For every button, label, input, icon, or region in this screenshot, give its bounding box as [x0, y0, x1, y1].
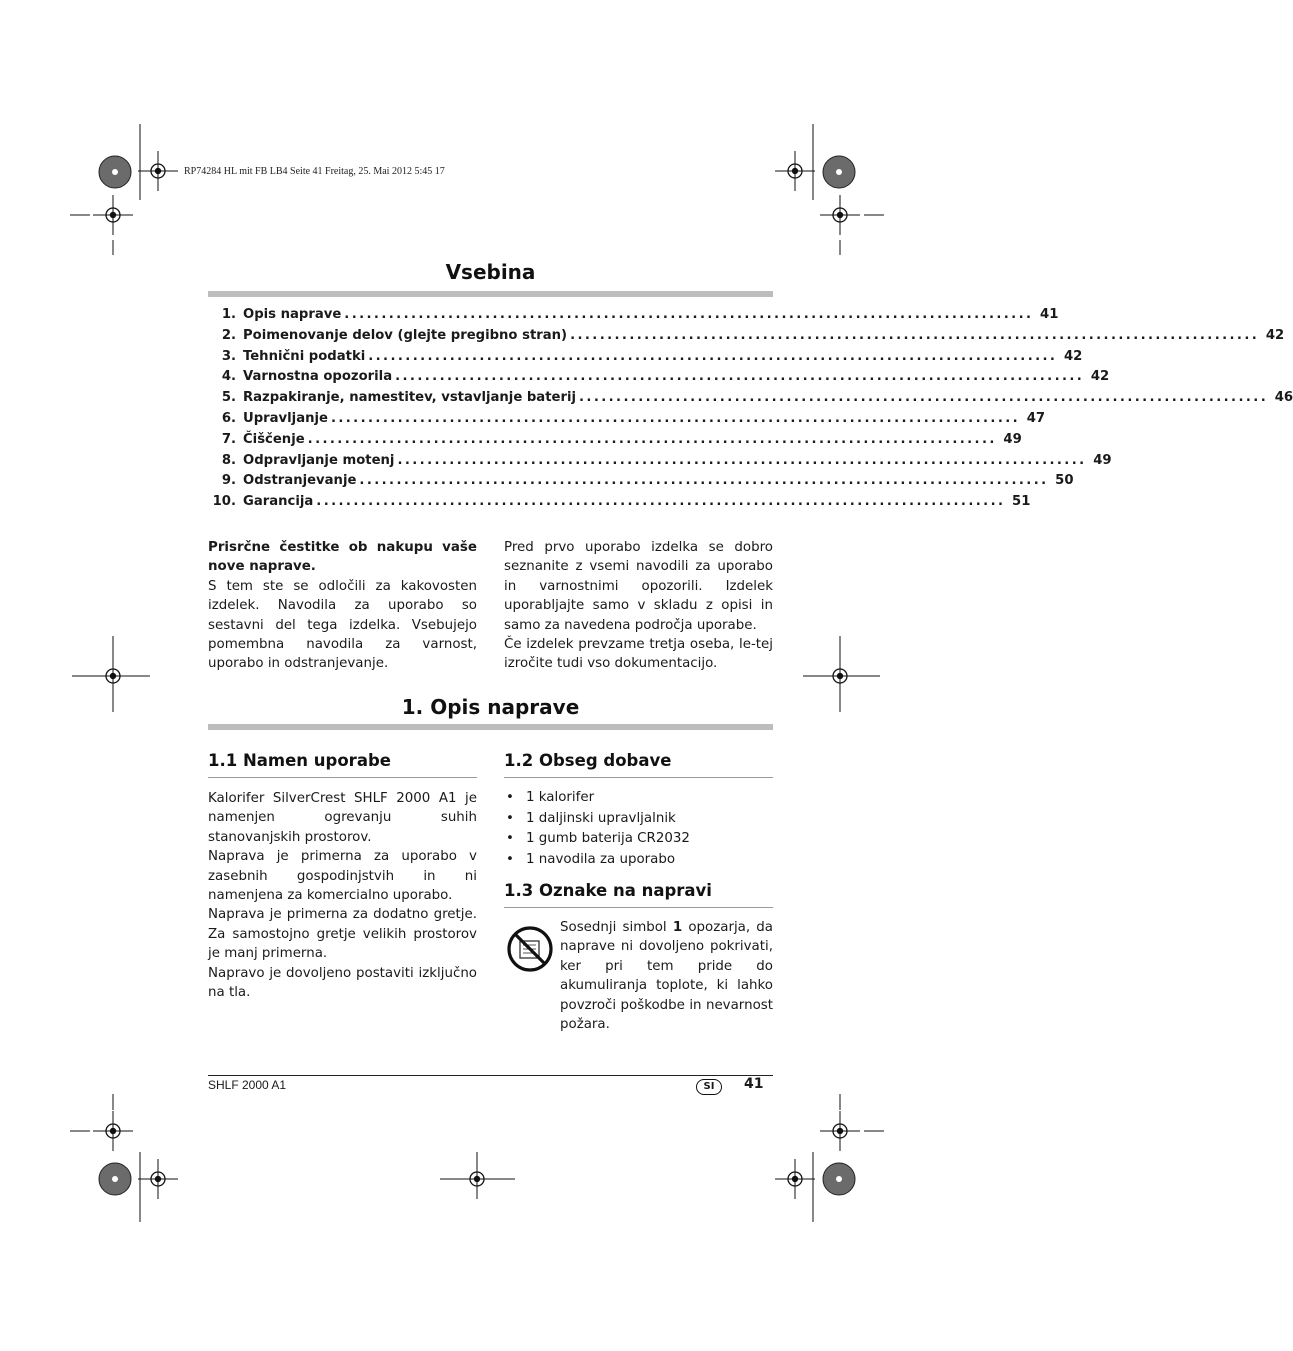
toc-page: 42 [1265, 327, 1285, 343]
toc-row[interactable] [208, 431, 1022, 453]
toc-leader: ............................................................................................. [579, 390, 1269, 406]
toc-page: 42 [1090, 369, 1110, 385]
table-of-contents [208, 307, 1293, 515]
toc-row[interactable] [208, 390, 1293, 411]
toc-row[interactable] [208, 473, 1074, 494]
toc-number: 9. [221, 473, 236, 489]
intro-left-column [208, 538, 477, 674]
list-item: • 1 kalorifer [504, 788, 773, 809]
toc-leader: ............................................................................................. [359, 473, 1049, 489]
contents-title: Vsebina [445, 260, 536, 284]
toc-page: 49 [1093, 452, 1112, 468]
subsection-heading-1-2: 1.2 Obseg dobave [504, 751, 672, 770]
toc-row[interactable] [208, 369, 1110, 390]
toc-number: 5. [221, 390, 236, 406]
subsection-rule [208, 777, 477, 778]
toc-title: Čiščenje [243, 431, 305, 447]
intro-left-text: S tem ste se odločili za kakovosten izdelek. Navodila za uporabo so sestavni del tega izdelka. Vsebujejo pomembna navodila za varnost, uporabo in odstranjevanje. [208, 578, 477, 672]
toc-page: 41 [1040, 307, 1059, 322]
subsection-heading-1-3: 1.3 Oznake na napravi [504, 881, 712, 900]
toc-leader: ............................................................................................. [307, 431, 997, 447]
list-item: • 1 daljinski upravljalnik [504, 809, 773, 830]
section-title: 1. Opis naprave [401, 695, 580, 719]
toc-leader: ............................................................................................. [397, 452, 1087, 468]
contents-rule [208, 291, 773, 297]
toc-title: Odstranjevanje [243, 473, 357, 489]
toc-title: Odpravljanje motenj [243, 452, 395, 468]
footer-rule [208, 1075, 773, 1076]
language-badge: SI [696, 1079, 722, 1095]
footer-model: SHLF 2000 A1 [208, 1078, 287, 1092]
toc-leader: ............................................................................................. [330, 410, 1021, 426]
subsection-rule [504, 777, 773, 778]
intro-right-column [504, 538, 773, 674]
toc-title: Upravljanje [243, 410, 328, 426]
toc-title: Poimenovanje delov (glejte pregibno stran) [243, 327, 568, 343]
toc-row[interactable] [208, 327, 1285, 349]
toc-title: Tehnični podatki [243, 348, 366, 364]
toc-leader: ............................................................................................. [395, 369, 1085, 385]
delivery-list [504, 788, 773, 870]
toc-row[interactable] [208, 307, 1059, 328]
intro-right-paragraph-2: Če izdelek prevzame tretja oseba, le-tej izročite tudi vso dokumentacijo. [504, 637, 773, 672]
intro-right-paragraph-1: Pred prvo uporabo izdelka se dobro seznanite z vsemi navodili za uporabo in varnostnimi opozorili. Izdelek uporabljajte samo v skladu z opisi in samo za navedena področja uporabe. [504, 540, 773, 633]
toc-page: 49 [1003, 431, 1022, 447]
toc-leader: ............................................................................................. [316, 494, 1006, 510]
subsection-rule [504, 907, 773, 908]
paragraph: Kalorifer SilverCrest SHLF 2000 A1 je namenjen ogrevanju suhih stanovanjskih prostorov. [208, 791, 477, 845]
toc-number: 1. [221, 307, 236, 322]
toc-page: 50 [1055, 473, 1074, 489]
toc-title: Varnostna opozorila [243, 369, 393, 385]
print-header: RP74284 HL mit FB LB4 Seite 41 Freitag, 25. Mai 2012 5:45 17 [184, 166, 445, 177]
symbol-text-before: Sosednji simbol [560, 920, 673, 935]
toc-title: Garancija [243, 494, 314, 510]
symbol-text-after: opozarja, da naprave ni dovoljeno pokrivati, ker pri tem pride do akumuliranja toplote, ki lahko povzroči poškodbe in nevarnost požara. [560, 920, 773, 1033]
toc-row[interactable] [208, 494, 1031, 515]
toc-row[interactable] [208, 452, 1112, 474]
page-number: 41 [744, 1076, 764, 1092]
toc-number: 3. [221, 348, 236, 364]
toc-number: 2. [221, 327, 236, 343]
subsection-1-1-body [208, 789, 477, 1002]
subsection-1-3-body [560, 918, 773, 1034]
toc-number: 6. [221, 410, 236, 426]
list-item: • 1 navodila za uporabo [504, 850, 773, 871]
toc-page: 42 [1063, 348, 1083, 364]
symbol-reference: 1 [672, 920, 683, 935]
toc-page: 47 [1026, 410, 1046, 426]
toc-number: 10. [212, 494, 236, 510]
toc-number: 4. [221, 369, 236, 385]
toc-number: 8. [221, 452, 236, 468]
toc-page: 46 [1274, 390, 1293, 406]
toc-row[interactable] [208, 410, 1046, 432]
toc-leader: ............................................................................................. [344, 307, 1034, 322]
toc-row[interactable] [208, 348, 1083, 370]
paragraph: Naprava je primerna za dodatno gretje. Za samostojno gretje velikih prostorov je manj primerna. [208, 907, 477, 962]
intro-heading: Prisrčne čestitke ob nakupu vaše nove naprave. [208, 540, 477, 575]
toc-number: 7. [221, 431, 236, 447]
toc-page: 51 [1012, 494, 1031, 510]
section-rule [208, 724, 773, 730]
paragraph: Napravo je dovoljeno postaviti izključno na tla. [208, 965, 477, 1001]
toc-title: Opis naprave [243, 307, 342, 322]
toc-leader: ............................................................................................. [570, 327, 1260, 343]
toc-leader: ............................................................................................. [368, 348, 1058, 364]
toc-title: Razpakiranje, namestitev, vstavljanje baterij [243, 390, 576, 406]
do-not-cover-icon [506, 925, 554, 973]
list-item: • 1 gumb baterija CR2032 [504, 829, 773, 850]
subsection-heading-1-1: 1.1 Namen uporabe [208, 751, 391, 770]
paragraph: Naprava je primerna za uporabo v zasebnih gospodinjstvih in ni namenjena za komercialno uporabo. [208, 849, 477, 904]
